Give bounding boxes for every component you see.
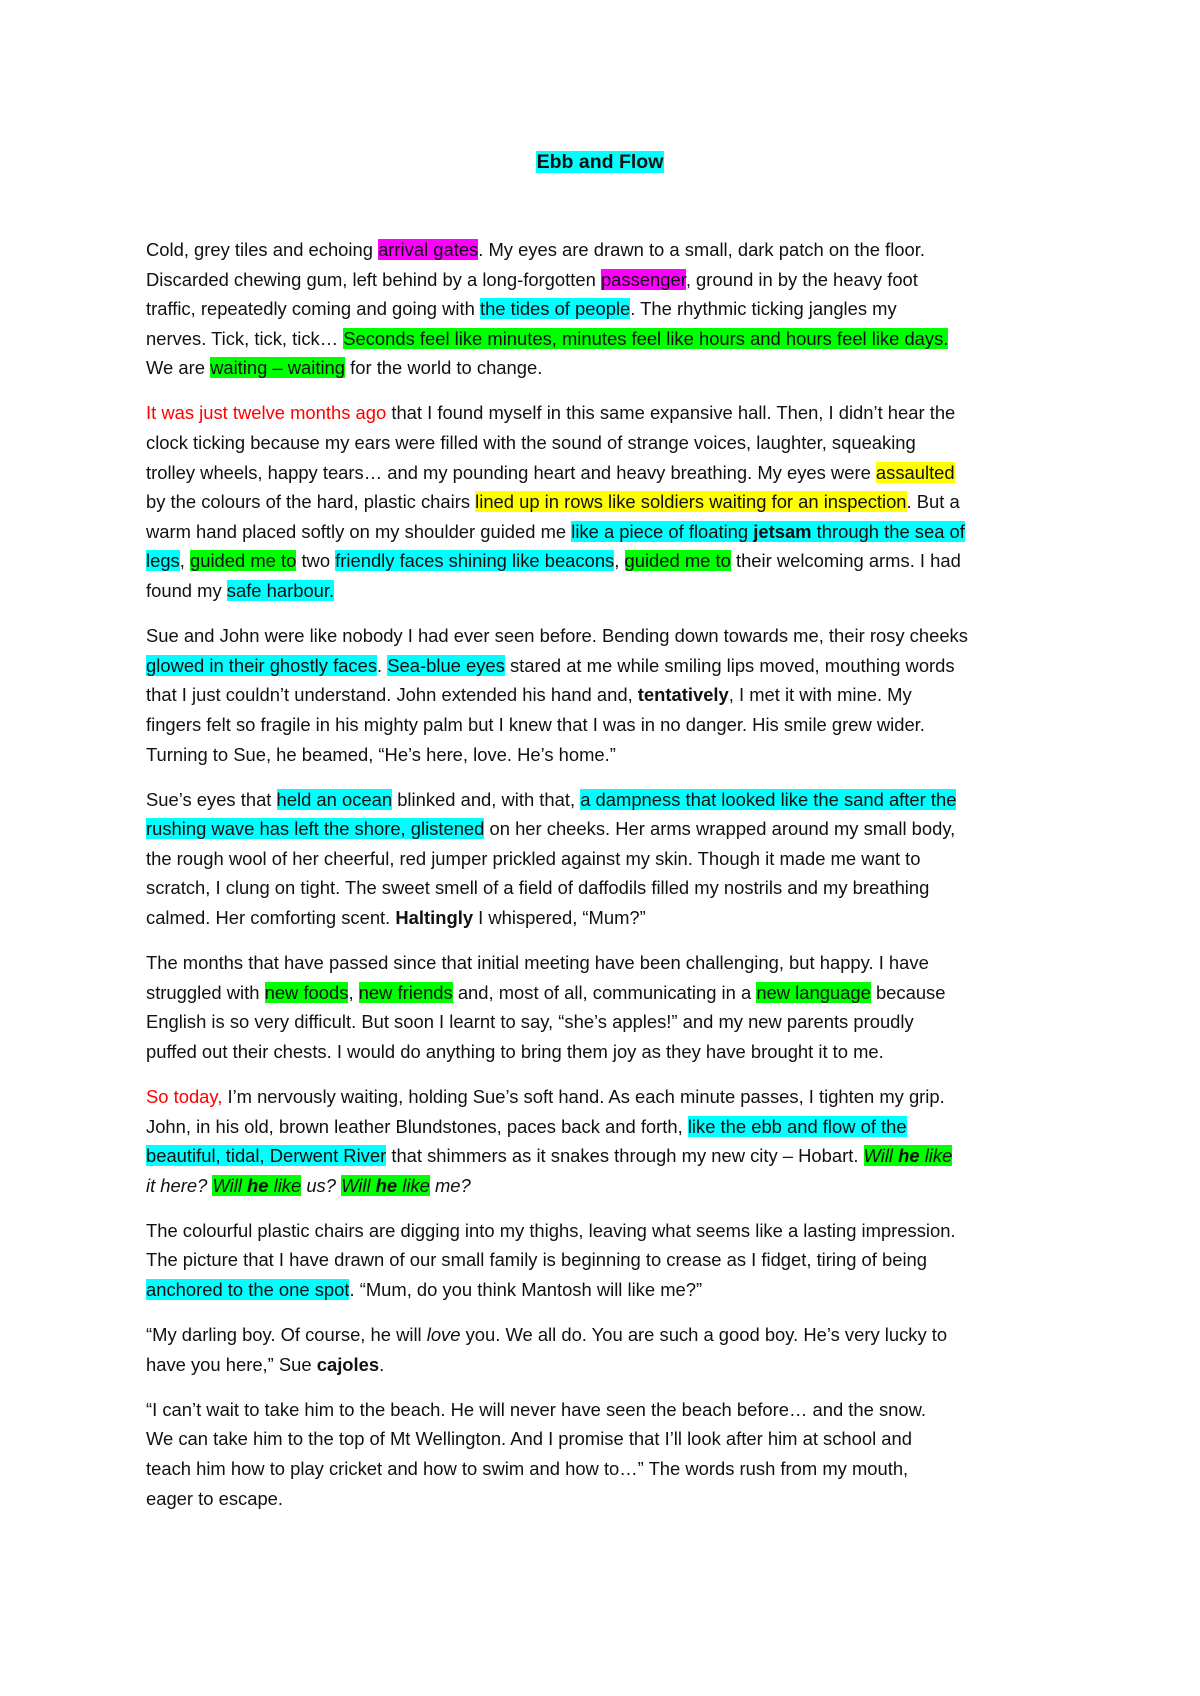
paragraph <box>146 1082 1091 1200</box>
highlight-cyan: jetsam <box>753 520 812 542</box>
text-run: Discarded chewing gum, left behind by a long-forgotten <box>146 268 601 290</box>
highlight-cyan: the tides of people <box>479 298 631 320</box>
text-run: eager to escape. <box>146 1487 284 1509</box>
text-run: it here? <box>146 1174 213 1196</box>
highlight-green: waiting – waiting <box>210 357 346 379</box>
highlight-green: Will <box>212 1174 248 1196</box>
text-run: that I just couldn’t understand. John extended his hand and, <box>146 684 638 706</box>
highlight-cyan: like a piece of floating <box>571 520 754 542</box>
text-run: Turning to Sue, he beamed, “He’s here, love. He’s home.” <box>146 743 616 765</box>
highlight-cyan: rushing wave has left the shore, glistened <box>146 818 485 840</box>
text-run: for the world to change. <box>345 357 543 379</box>
highlight-green: he <box>375 1174 398 1196</box>
text-run: . But a <box>906 491 960 513</box>
text-run: . <box>377 654 388 676</box>
text-run: trolley wheels, happy tears… and my pounding heart and heavy breathing. My eyes were <box>146 461 876 483</box>
text-line <box>146 621 1091 651</box>
text-line <box>146 1245 1091 1275</box>
text-line <box>146 948 1091 978</box>
highlight-cyan: friendly faces shining like beacons <box>335 550 615 572</box>
highlight-cyan: Sea-blue eyes <box>387 654 505 676</box>
text-run: The picture that I have drawn of our small family is beginning to crease as I fidget, tiring of being <box>146 1249 927 1271</box>
highlight-green: like <box>397 1174 430 1196</box>
highlight-cyan: safe harbour. <box>226 580 335 602</box>
text-line <box>146 1454 1091 1484</box>
text-line <box>146 324 1091 354</box>
highlight-cyan: held an ocean <box>276 788 393 810</box>
text-line <box>146 1350 1091 1380</box>
text-run: The months that have passed since that initial meeting have been challenging, but happy. I have <box>146 952 929 974</box>
text-run: the rough wool of her cheerful, red jumper prickled against my skin. Though it made me want to <box>146 847 921 869</box>
text-run: clock ticking because my ears were filled with the sound of strange voices, laughter, squeaking <box>146 432 916 454</box>
text-line <box>146 1112 1091 1142</box>
highlight-green: Seconds feel like minutes, minutes feel like hours and hours feel like days. <box>343 327 949 349</box>
highlight-green: new foods <box>264 981 349 1003</box>
text-line <box>146 1082 1091 1112</box>
text-run: and, most of all, communicating in a <box>452 981 757 1003</box>
text-line <box>146 1216 1091 1246</box>
text-run: by the colours of the hard, plastic chairs <box>146 491 476 513</box>
highlight-cyan: anchored to the one spot <box>146 1279 350 1300</box>
paragraph <box>146 398 1091 605</box>
text-line <box>146 978 1091 1008</box>
text-run: two <box>296 550 336 572</box>
colored-text: It was just twelve months ago <box>146 402 387 424</box>
text-run: love <box>426 1324 461 1346</box>
paragraph <box>146 621 1091 769</box>
text-run: We can take him to the top of Mt Wellington. And I promise that I’ll look after him at school and <box>146 1428 912 1450</box>
text-run: teach him how to play cricket and how to swim and how to…” The words rush from my mouth, <box>146 1457 909 1479</box>
text-run: . The rhythmic ticking jangles my <box>630 298 897 320</box>
text-run: . <box>379 1353 385 1375</box>
text-line <box>146 517 1091 547</box>
paragraph <box>146 785 1091 933</box>
highlight-magenta: arrival gates <box>378 239 479 260</box>
text-line <box>146 1424 1091 1454</box>
document-body <box>146 235 1091 1529</box>
text-run: , I met it with mine. My <box>728 684 912 706</box>
text-run: We are <box>146 357 211 379</box>
text-run: us? <box>301 1174 342 1196</box>
text-run: nerves. Tick, tick, tick… <box>146 327 344 349</box>
text-line <box>146 1037 1091 1067</box>
text-line <box>146 576 1091 606</box>
highlight-cyan: like the ebb and flow of the <box>687 1115 907 1137</box>
text-run: I’m nervously waiting, holding Sue’s soft hand. As each minute passes, I tighten my grip. <box>222 1085 945 1107</box>
text-line <box>146 873 1091 903</box>
text-run: Sue and John were like nobody I had ever seen before. Bending down towards me, their rosy cheeks <box>146 625 968 647</box>
text-line <box>146 710 1091 740</box>
paragraph <box>146 1395 1091 1513</box>
text-run: I whispered, “Mum?” <box>473 906 646 928</box>
highlight-magenta: passenger <box>600 268 686 290</box>
text-run: “My darling boy. Of course, he will <box>146 1324 427 1346</box>
highlight-cyan: a dampness that looked like the sand after the <box>580 788 957 810</box>
text-run: that I found myself in this same expansive hall. Then, I didn’t hear the <box>386 402 956 424</box>
text-run: Haltingly <box>395 906 474 928</box>
text-run: tentatively <box>637 684 729 706</box>
highlight-cyan: through the sea of <box>811 520 965 542</box>
text-line <box>146 785 1091 815</box>
text-run: struggled with <box>146 981 265 1003</box>
text-run: , ground in by the heavy foot <box>685 268 918 290</box>
text-line <box>146 1171 1091 1201</box>
text-line <box>146 651 1091 681</box>
text-line <box>146 458 1091 488</box>
text-run: The colourful plastic chairs are digging into my thighs, leaving what seems like a lasting impression. <box>146 1219 956 1241</box>
colored-text: So today, <box>146 1085 223 1107</box>
text-run: Sue’s eyes that <box>146 788 277 810</box>
text-run: found my <box>146 580 227 602</box>
highlight-green: he <box>898 1145 920 1167</box>
text-run: . My eyes are drawn to a small, dark patch on the floor. <box>478 239 925 260</box>
text-line <box>146 265 1091 295</box>
text-run: have you here,” Sue <box>146 1353 317 1375</box>
highlight-cyan: glowed in their ghostly faces <box>146 654 378 676</box>
text-run: on her cheeks. Her arms wrapped around my small body, <box>484 818 956 840</box>
highlight-green: new language <box>756 981 871 1003</box>
text-run: , <box>348 981 359 1003</box>
text-run: puffed out their chests. I would do anything to bring them joy as they have brought it to me. <box>146 1040 884 1062</box>
highlight-yellow: lined up in rows like soldiers waiting for an inspection <box>475 491 907 513</box>
paragraph <box>146 948 1091 1066</box>
text-run: “I can’t wait to take him to the beach. He will never have seen the beach before… and the snow. <box>146 1398 927 1420</box>
text-line <box>146 740 1091 770</box>
text-run: traffic, repeatedly coming and going with <box>146 298 480 320</box>
text-line <box>146 1141 1091 1171</box>
text-line <box>146 814 1091 844</box>
text-run: John, in his old, brown leather Blundstones, paces back and forth, <box>146 1115 688 1137</box>
text-run: scratch, I clung on tight. The sweet smell of a field of daffodils filled my nostrils and my breathing <box>146 877 930 899</box>
text-run: warm hand placed softly on my shoulder guided me <box>146 520 572 542</box>
text-run: you. We all do. You are such a good boy. He’s very lucky to <box>460 1324 948 1346</box>
text-run: because <box>870 981 946 1003</box>
highlight-green: guided me to <box>189 550 297 572</box>
paragraph <box>146 1216 1091 1305</box>
text-run: . “Mum, do you think Mantosh will like me?” <box>349 1279 703 1300</box>
text-line <box>146 1320 1091 1350</box>
text-line <box>146 353 1091 383</box>
paragraph <box>146 235 1091 383</box>
text-line <box>146 428 1091 458</box>
text-run: , <box>179 550 190 572</box>
text-line <box>146 903 1091 933</box>
text-run: me? <box>429 1174 471 1196</box>
text-line <box>146 1007 1091 1037</box>
text-run: stared at me while smiling lips moved, mouthing words <box>504 654 955 676</box>
text-line <box>146 235 1091 265</box>
highlight-green: Will <box>341 1174 376 1196</box>
highlight-yellow: assaulted <box>875 461 955 483</box>
text-line <box>146 487 1091 517</box>
highlight-cyan: beautiful, tidal, Derwent River <box>146 1145 387 1167</box>
text-line <box>146 680 1091 710</box>
highlight-cyan: legs <box>146 550 180 572</box>
text-run: their welcoming arms. I had <box>730 550 961 572</box>
text-run: cajoles <box>316 1353 380 1375</box>
text-line <box>146 1275 1091 1305</box>
text-run: English is so very difficult. But soon I learnt to say, “she’s apples!” and my new parents proudly <box>146 1011 914 1033</box>
title-highlight: Ebb and Flow <box>536 151 664 173</box>
text-line <box>146 546 1091 576</box>
text-line <box>146 398 1091 428</box>
text-run: blinked and, with that, <box>392 788 581 810</box>
text-line <box>146 1484 1091 1514</box>
highlight-green: he <box>247 1174 269 1196</box>
text-run: calmed. Her comforting scent. <box>146 906 396 928</box>
text-line <box>146 844 1091 874</box>
text-run: Cold, grey tiles and echoing <box>146 239 379 260</box>
text-line <box>146 294 1091 324</box>
text-run: that shimmers as it snakes through my new city – Hobart. <box>386 1145 864 1167</box>
highlight-green: like <box>919 1145 953 1167</box>
text-run: fingers felt so fragile in his mighty palm but I knew that I was in no danger. His smile grew wider. <box>146 713 925 735</box>
text-line <box>146 1395 1091 1425</box>
highlight-green: guided me to <box>624 550 731 572</box>
highlight-green: like <box>268 1174 302 1196</box>
document-title <box>0 150 1200 174</box>
paragraph <box>146 1320 1091 1379</box>
highlight-green: new friends <box>358 981 453 1003</box>
text-run: , <box>614 550 625 572</box>
highlight-green: Will <box>863 1145 899 1167</box>
